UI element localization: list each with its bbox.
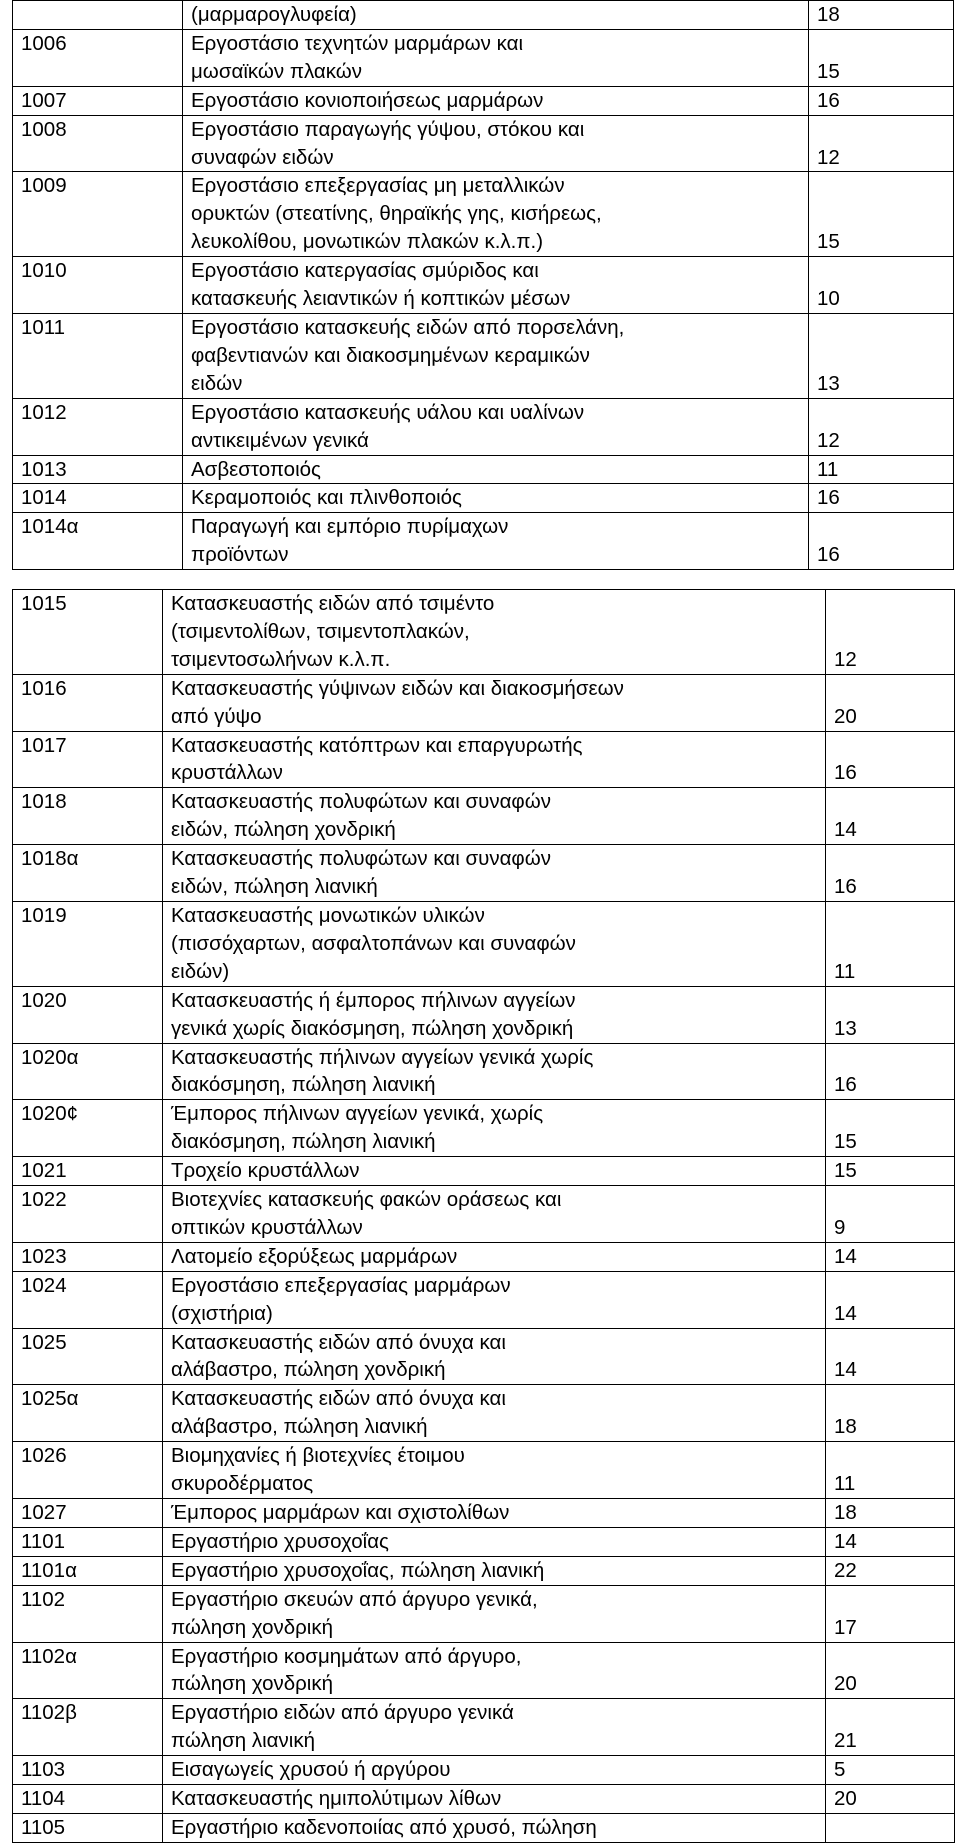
- table-row: [13, 1699, 955, 1756]
- rate-value: 20: [826, 1785, 955, 1814]
- table-row: [13, 986, 955, 1043]
- rate-value: [826, 1813, 955, 1842]
- table-row: [13, 513, 954, 570]
- activity-description: [163, 590, 826, 675]
- activity-code: 1018α: [13, 845, 163, 902]
- activity-code: 1101α: [13, 1556, 163, 1585]
- activity-description: [163, 1442, 826, 1499]
- activity-description: [183, 115, 809, 172]
- description-line: ειδών: [191, 371, 243, 395]
- activity-code: 1102β: [13, 1699, 163, 1756]
- activity-code: 1011: [13, 313, 183, 398]
- description-line: Κατασκευαστής πολυφώτων και συναφών: [171, 790, 551, 814]
- table-row: [13, 484, 954, 513]
- rate-value: 15: [809, 172, 954, 257]
- table-row: [13, 590, 955, 675]
- table-row: [13, 1157, 955, 1186]
- description-line: πώληση χονδρική: [171, 1615, 334, 1639]
- description-line: Κατασκευαστής ή έμπορος πήλινων αγγείων: [171, 988, 576, 1012]
- description-line: Εργοστάσιο κατεργασίας σμύριδος και: [191, 259, 539, 283]
- description-line: ορυκτών (στεατίνης, θηραϊκής γης, κισήρεως,: [191, 202, 602, 226]
- table-row: [13, 115, 954, 172]
- rate-value: 12: [809, 115, 954, 172]
- table-row: [13, 1328, 955, 1385]
- description-line: γενικά χωρίς διακόσμηση, πώληση χονδρική: [171, 1016, 574, 1040]
- table-row: [13, 1585, 955, 1642]
- activity-description: [163, 1385, 826, 1442]
- activity-code: 1018: [13, 788, 163, 845]
- table-row: [13, 1499, 955, 1528]
- rates-table-bottom: [12, 589, 955, 1843]
- description-line: Εργοστάσιο κατασκευής ειδών από πορσελάνη,: [191, 315, 625, 339]
- activity-description: [183, 172, 809, 257]
- rate-value: 16: [826, 1043, 955, 1100]
- rate-value: 14: [826, 1527, 955, 1556]
- table-row: [13, 845, 955, 902]
- description-line: Εργαστήριο ειδών από άργυρο γενικά: [171, 1701, 514, 1725]
- rate-value: 16: [809, 484, 954, 513]
- description-line: (σχιστήρια): [171, 1301, 273, 1325]
- rate-value: 9: [826, 1186, 955, 1243]
- rate-value: 15: [826, 1100, 955, 1157]
- activity-code: 1103: [13, 1756, 163, 1785]
- description-line: προϊόντων: [191, 543, 289, 567]
- activity-code: 1025α: [13, 1385, 163, 1442]
- table-row: [13, 1100, 955, 1157]
- description-line: πώληση λιανική: [171, 1729, 315, 1753]
- rate-value: 15: [826, 1157, 955, 1186]
- activity-code: 1013: [13, 455, 183, 484]
- activity-description: [183, 29, 809, 86]
- activity-code: 1102: [13, 1585, 163, 1642]
- activity-description: [163, 1242, 826, 1271]
- description-line: Κατασκευαστής κατόπτρων και επαργυρωτής: [171, 733, 583, 757]
- table-row: [13, 1642, 955, 1699]
- table-row: [13, 86, 954, 115]
- description-line: Κατασκευαστής πήλινων αγγείων γενικά χωρίς: [171, 1045, 594, 1069]
- activity-code: 1104: [13, 1785, 163, 1814]
- activity-code: 1017: [13, 731, 163, 788]
- description-line: Εργοστάσιο τεχνητών μαρμάρων και: [191, 31, 524, 55]
- activity-description: [163, 1186, 826, 1243]
- table-row: [13, 172, 954, 257]
- rate-value: 14: [826, 1242, 955, 1271]
- rate-value: 20: [826, 1642, 955, 1699]
- description-line: Έμπορος πήλινων αγγείων γενικά, χωρίς: [171, 1102, 544, 1126]
- description-line: Ασβεστοποιός: [191, 457, 321, 481]
- description-line: Εργαστήριο χρυσοχοΐας: [171, 1529, 389, 1553]
- activity-code: 1014α: [13, 513, 183, 570]
- rate-value: 10: [809, 257, 954, 314]
- activity-description: [163, 1328, 826, 1385]
- description-line: ειδών): [171, 959, 230, 983]
- description-line: Έμπορος μαρμάρων και σχιστολίθων: [171, 1501, 510, 1524]
- description-line: Τροχείο κρυστάλλων: [171, 1159, 360, 1183]
- description-line: Εργαστήριο χρυσοχοΐας, πώληση λιανική: [171, 1558, 545, 1582]
- rates-table-top: [12, 0, 954, 570]
- activity-code: 1026: [13, 1442, 163, 1499]
- table-row: [13, 788, 955, 845]
- activity-description: [163, 1785, 826, 1814]
- activity-code: 1015: [13, 590, 163, 675]
- rate-value: 12: [826, 590, 955, 675]
- activity-code: 1102α: [13, 1642, 163, 1699]
- rate-value: 20: [826, 674, 955, 731]
- rate-value: 18: [826, 1385, 955, 1442]
- activity-code: 1022: [13, 1186, 163, 1243]
- rate-value: 15: [809, 29, 954, 86]
- activity-description: [183, 86, 809, 115]
- activity-code: 1027: [13, 1499, 163, 1528]
- table-row: [13, 1442, 955, 1499]
- activity-code: 1023: [13, 1242, 163, 1271]
- activity-code: 1007: [13, 86, 183, 115]
- activity-description: [183, 455, 809, 484]
- activity-description: [183, 1, 809, 30]
- activity-description: [163, 731, 826, 788]
- rate-value: 14: [826, 788, 955, 845]
- activity-description: [163, 1527, 826, 1556]
- activity-code: 1025: [13, 1328, 163, 1385]
- description-line: Εργοστάσιο επεξεργασίας μη μεταλλικών: [191, 174, 565, 198]
- activity-code: 1105: [13, 1813, 163, 1842]
- activity-code: 1016: [13, 674, 163, 731]
- activity-description: [163, 1699, 826, 1756]
- description-line: Κατασκευαστής ειδών από όνυχα και: [171, 1387, 506, 1411]
- description-line: Εργαστήριο σκευών από άργυρο γενικά,: [171, 1587, 538, 1611]
- table-row: [13, 1556, 955, 1585]
- rate-value: 16: [809, 86, 954, 115]
- table-row: [13, 257, 954, 314]
- description-line: αλάβαστρο, πώληση χονδρική: [171, 1358, 446, 1382]
- rate-value: 22: [826, 1556, 955, 1585]
- activity-description: [163, 788, 826, 845]
- table-row: [13, 901, 955, 986]
- activity-description: [163, 674, 826, 731]
- rates-table-top-body: [13, 1, 954, 570]
- table-row: [13, 1043, 955, 1100]
- description-line: συναφών ειδών: [191, 145, 334, 169]
- rates-table-bottom-body: [13, 590, 955, 1843]
- rate-value: 11: [826, 901, 955, 986]
- rate-value: 14: [826, 1328, 955, 1385]
- description-line: ειδών, πώληση χονδρική: [171, 818, 396, 842]
- description-line: Εργοστάσιο επεξεργασίας μαρμάρων: [171, 1273, 511, 1297]
- description-line: Κατασκευαστής γύψινων ειδών και διακοσμήσεων: [171, 676, 624, 700]
- description-line: κατασκευής λειαντικών ή κοπτικών μέσων: [191, 287, 571, 311]
- rate-value: 11: [826, 1442, 955, 1499]
- description-line: Βιομηχανίες ή βιοτεχνίες έτοιμου: [171, 1444, 465, 1468]
- description-line: Κατασκευαστής ειδών από τσιμέντο: [171, 592, 495, 615]
- activity-code: 1101: [13, 1527, 163, 1556]
- table-row: [13, 1385, 955, 1442]
- table-row: [13, 1242, 955, 1271]
- activity-code: 1012: [13, 398, 183, 455]
- description-line: διακόσμηση, πώληση λιανική: [171, 1073, 436, 1097]
- description-line: Εργοστάσιο κατασκευής υάλου και υαλίνων: [191, 400, 585, 424]
- rate-value: 16: [826, 845, 955, 902]
- activity-description: [163, 845, 826, 902]
- description-line: Εργοστάσιο κονιοποιήσεως μαρμάρων: [191, 88, 544, 112]
- table-row: [13, 1785, 955, 1814]
- activity-code: 1021: [13, 1157, 163, 1186]
- description-line: Κατασκευαστής ημιπολύτιμων λίθων: [171, 1787, 502, 1811]
- description-line: διακόσμηση, πώληση λιανική: [171, 1130, 436, 1154]
- activity-code: 1006: [13, 29, 183, 86]
- description-line: Εισαγωγείς χρυσού ή αργύρου: [171, 1758, 451, 1782]
- activity-description: [163, 1585, 826, 1642]
- activity-description: [183, 398, 809, 455]
- activity-code: [13, 1, 183, 30]
- activity-code: 1024: [13, 1271, 163, 1328]
- table-row: [13, 1186, 955, 1243]
- table-row: [13, 731, 955, 788]
- rate-value: 16: [826, 731, 955, 788]
- activity-description: [163, 1100, 826, 1157]
- description-line: Κατασκευαστής πολυφώτων και συναφών: [171, 847, 551, 871]
- activity-description: [183, 257, 809, 314]
- description-line: μωσαϊκών πλακών: [191, 59, 363, 83]
- description-line: οπτικών κρυστάλλων: [171, 1215, 363, 1239]
- description-line: λευκολίθου, μονωτικών πλακών κ.λ.π.): [191, 230, 544, 254]
- description-line: Κατασκευαστής ειδών από όνυχα και: [171, 1330, 506, 1354]
- activity-description: [163, 1642, 826, 1699]
- description-line: (μαρμαρογλυφεία): [191, 3, 357, 26]
- description-line: από γύψο: [171, 704, 262, 728]
- activity-code: 1009: [13, 172, 183, 257]
- description-line: τσιμεντοσωλήνων κ.λ.π.: [171, 647, 391, 671]
- activity-code: 1010: [13, 257, 183, 314]
- table-row: [13, 313, 954, 398]
- activity-code: 1014: [13, 484, 183, 513]
- activity-description: [183, 313, 809, 398]
- description-line: πώληση χονδρική: [171, 1672, 334, 1696]
- table-row: [13, 1271, 955, 1328]
- activity-code: 1020: [13, 986, 163, 1043]
- activity-code: 1019: [13, 901, 163, 986]
- description-line: Βιοτεχνίες κατασκευής φακών οράσεως και: [171, 1188, 562, 1212]
- table-row: [13, 1527, 955, 1556]
- table-row: [13, 29, 954, 86]
- activity-code: 1020¢: [13, 1100, 163, 1157]
- rate-value: 18: [826, 1499, 955, 1528]
- description-line: Κεραμοποιός και πλινθοποιός: [191, 486, 462, 510]
- description-line: σκυροδέρματος: [171, 1472, 314, 1496]
- activity-description: [163, 1157, 826, 1186]
- rate-value: 5: [826, 1756, 955, 1785]
- rate-value: 12: [809, 398, 954, 455]
- description-line: κρυστάλλων: [171, 761, 283, 785]
- activity-description: [183, 513, 809, 570]
- description-line: Εργαστήριο κοσμημάτων από άργυρο,: [171, 1644, 522, 1668]
- description-line: Λατομείο εξορύξεως μαρμάρων: [171, 1244, 458, 1268]
- table-row: [13, 1, 954, 30]
- description-line: αλάβαστρο, πώληση λιανική: [171, 1415, 428, 1439]
- rate-value: 14: [826, 1271, 955, 1328]
- description-line: Παραγωγή και εμπόριο πυρίμαχων: [191, 515, 509, 539]
- table-row: [13, 455, 954, 484]
- activity-description: [183, 484, 809, 513]
- rate-value: 13: [826, 986, 955, 1043]
- activity-description: [163, 901, 826, 986]
- rate-value: 21: [826, 1699, 955, 1756]
- activity-description: [163, 1756, 826, 1785]
- description-line: αντικειμένων γενικά: [191, 428, 369, 452]
- description-line: φαβεντιανών και διακοσμημένων κεραμικών: [191, 343, 590, 367]
- table-row: [13, 1756, 955, 1785]
- rate-value: 18: [809, 1, 954, 30]
- table-row: [13, 398, 954, 455]
- rate-value: 11: [809, 455, 954, 484]
- activity-description: [163, 1271, 826, 1328]
- activity-code: 1008: [13, 115, 183, 172]
- activity-description: [163, 1043, 826, 1100]
- description-line: Εργοστάσιο παραγωγής γύψου, στόκου και: [191, 117, 585, 141]
- table-row: [13, 674, 955, 731]
- activity-description: [163, 1499, 826, 1528]
- activity-description: [163, 1813, 826, 1842]
- table-row: [13, 1813, 955, 1842]
- description-line: Εργαστήριο καδενοποιίας από χρυσό, πώληση: [171, 1815, 597, 1839]
- description-line: Κατασκευαστής μονωτικών υλικών: [171, 903, 485, 927]
- activity-code: 1020α: [13, 1043, 163, 1100]
- activity-description: [163, 1556, 826, 1585]
- rate-value: 16: [809, 513, 954, 570]
- rate-value: 13: [809, 313, 954, 398]
- description-line: (πισσόχαρτων, ασφαλτοπάνων και συναφών: [171, 931, 576, 955]
- description-line: ειδών, πώληση λιανική: [171, 875, 378, 899]
- activity-description: [163, 986, 826, 1043]
- description-line: (τσιμεντολίθων, τσιμεντοπλακών,: [171, 619, 470, 643]
- rate-value: 17: [826, 1585, 955, 1642]
